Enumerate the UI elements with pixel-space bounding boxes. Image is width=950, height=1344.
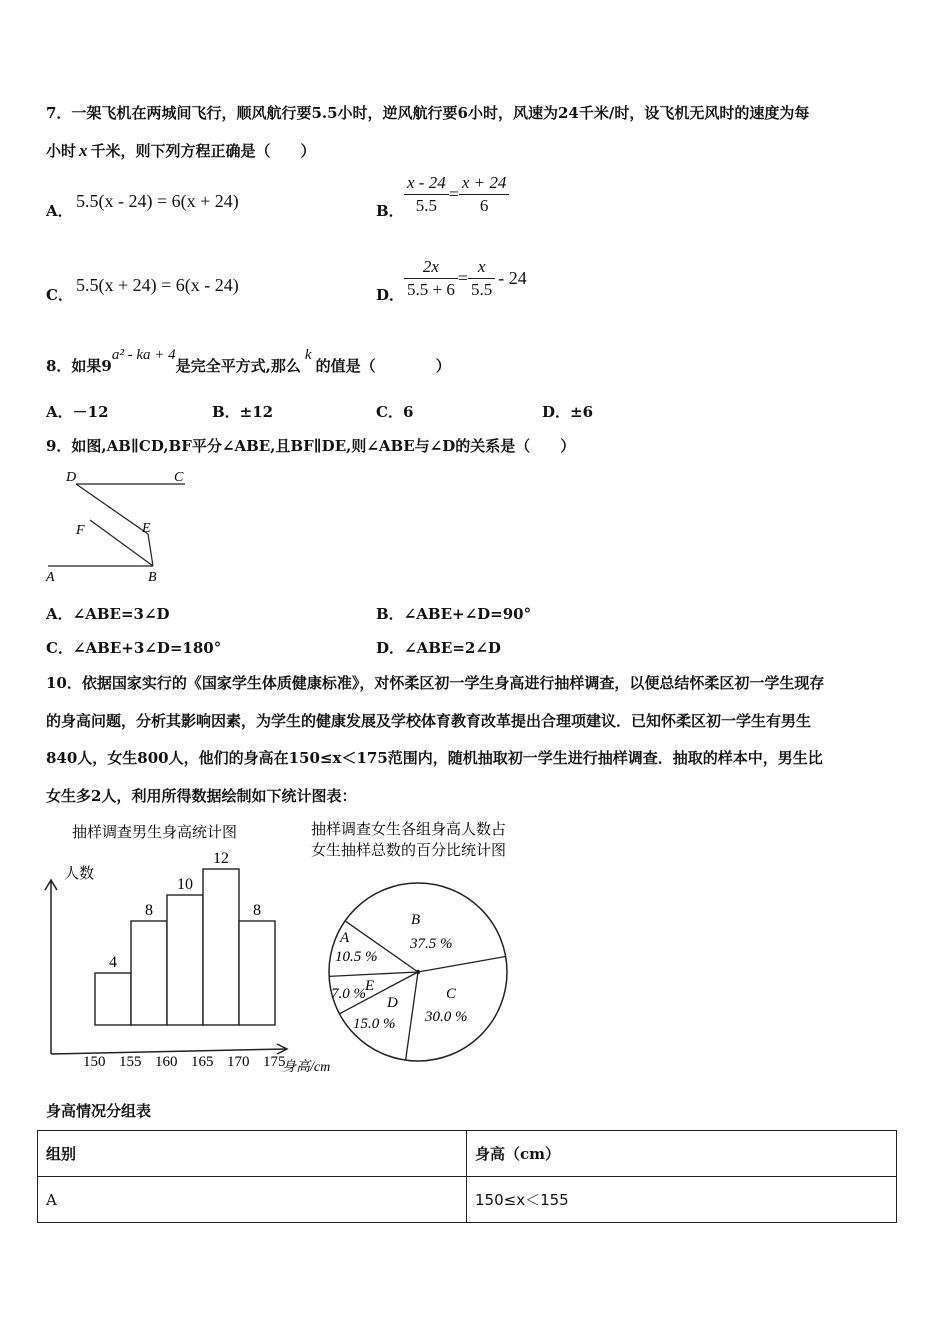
bar-chart-title: 抽样调查男生身高统计图: [72, 825, 238, 841]
point-c-label: C: [174, 470, 184, 485]
point-f-label: F: [76, 523, 85, 538]
q7-option-b-label[interactable]: B．: [376, 202, 404, 220]
q7-line2: [46, 140, 316, 161]
q7-line1: 7．一架飞机在两城间飞行，顺风航行要5.5小时，逆风航行要6小时，风速为24千米/时，设飞机无风时的速度为每: [46, 104, 810, 122]
q8-var-k: k: [304, 347, 312, 363]
frac-den: 5.5: [415, 196, 437, 215]
frac-num: x + 24: [459, 172, 510, 195]
pie-percent-e: 7.0 %: [331, 986, 366, 1002]
bar-170-175: [239, 921, 275, 1025]
q9-option-b[interactable]: B．∠ABE+∠D=90°: [376, 605, 532, 623]
x-tick-label: 165: [191, 1054, 214, 1070]
q8-middle: 是完全平方式,那么: [175, 357, 301, 375]
q7-option-a-label[interactable]: A．: [46, 202, 73, 220]
boys-height-bar-chart: [38, 818, 331, 1080]
q8-option-d[interactable]: D．±6: [542, 403, 594, 421]
pie-slice-edge-C: [418, 957, 506, 972]
q7-option-c-label[interactable]: C．: [46, 286, 73, 304]
bar-value-label: 8: [253, 902, 261, 919]
bar-value-label: 8: [145, 902, 153, 919]
q7-line2-b: 千米，则下列方程正确是（ ）: [90, 142, 316, 160]
equals-sign: =: [457, 268, 468, 288]
q7-option-b-expr: [404, 172, 509, 217]
frac-num: x - 24: [404, 172, 449, 195]
q10-line1: 10．依据国家实行的《国家学生体质健康标准》，对怀柔区初一学生身高进行抽样调查，以便总结怀柔区初一学生现存: [46, 674, 825, 692]
table-header-group: 组别: [38, 1131, 467, 1177]
table-caption: 身高情况分组表: [46, 1102, 152, 1120]
bar-160-165: [167, 895, 203, 1025]
q7-option-c-expr: 5.5(x + 24) = 6(x - 24): [76, 275, 239, 295]
pie-percent-c: 30.0 %: [425, 1009, 468, 1025]
q7-option-d-label[interactable]: D．: [376, 286, 405, 304]
bar-150-155: [95, 973, 131, 1025]
q7-option-d-expr: [404, 256, 527, 301]
bar-value-label: 4: [109, 954, 117, 971]
q8-option-a[interactable]: A．－12: [46, 403, 109, 421]
bar-value-label: 10: [177, 876, 193, 893]
point-b-label: B: [148, 570, 157, 585]
q9-stem: 9．如图,AB∥CD,BF平分∠ABE,且BF∥DE,则∠ABE与∠D的关系是（ ）: [46, 437, 576, 455]
y-axis-label: 人数: [64, 866, 95, 882]
q9-option-d[interactable]: D．∠ABE=2∠D: [376, 639, 501, 657]
frac-den: 5.5: [471, 280, 493, 299]
q7-d-tail: - 24: [498, 268, 527, 288]
q8-option-c[interactable]: C．6: [376, 403, 414, 421]
table-header-row: [38, 1131, 897, 1177]
q9-option-c[interactable]: C．∠ABE+3∠D=180°: [46, 639, 222, 657]
girls-height-pie-chart: [311, 818, 550, 1080]
q7-var-x: x: [79, 141, 88, 160]
frac-num: x: [468, 256, 495, 279]
pie-center: [416, 970, 420, 974]
table-cell-height: 150≤x＜155: [467, 1177, 897, 1223]
pie-label-a: A: [340, 930, 350, 946]
q10-line3: 840人，女生800人，他们的身高在150≤x＜175范围内，随机抽取初一学生进行抽样调查．抽取的样本中，男生比: [46, 749, 823, 767]
x-tick-label: 155: [119, 1054, 142, 1070]
point-d-label: D: [66, 470, 77, 485]
q8-suffix: 的值是（ ）: [315, 357, 451, 375]
frac-den: 6: [479, 196, 489, 215]
pie-percent-b: 37.5 %: [410, 936, 453, 952]
table-row: [38, 1177, 897, 1223]
pie-label-c: C: [446, 986, 457, 1002]
x-tick-label: 160: [155, 1054, 178, 1070]
q7-line2-a: 小时: [46, 142, 77, 160]
q10-line4: 女生多2人，利用所得数据绘制如下统计图表：: [46, 787, 357, 805]
pie-label-b: B: [411, 912, 421, 928]
q8-expr: a² - ka + 4: [111, 347, 176, 363]
q8-prefix: 8．如果9: [46, 357, 112, 375]
pie-chart-title-line1: 抽样调查女生各组身高人数占: [311, 822, 507, 838]
q7-option-a-expr: 5.5(x - 24) = 6(x + 24): [76, 191, 239, 211]
bar-value-label: 12: [213, 850, 229, 867]
x-axis-label: 身高/cm: [282, 1060, 331, 1075]
table-header-height: 身高（cm）: [467, 1131, 897, 1177]
table-cell-group: A: [38, 1177, 467, 1223]
q9-option-a[interactable]: A．∠ABE=3∠D: [46, 605, 170, 623]
bar-155-160: [131, 921, 167, 1025]
q8-option-b[interactable]: B．±12: [212, 403, 274, 421]
pie-percent-a: 10.5 %: [335, 949, 378, 965]
pie-label-e: E: [365, 978, 375, 994]
point-a-label: A: [46, 570, 55, 585]
q9-geometry-figure: [40, 462, 200, 587]
q8-stem: [46, 347, 451, 376]
pie-percent-d: 15.0 %: [353, 1016, 396, 1032]
frac-num: 2x: [404, 256, 458, 279]
x-tick-label: 170: [227, 1054, 250, 1070]
pie-chart-title-line2: 女生抽样总数的百分比统计图: [311, 843, 507, 859]
frac-den: 5.5 + 6: [407, 280, 455, 299]
height-group-table: [37, 1130, 897, 1223]
line-eb: [148, 534, 153, 566]
line-de: [76, 484, 148, 534]
pie-slice-edge-D: [406, 972, 418, 1060]
q10-line2: 的身高问题，分析其影响因素，为学生的健康发展及学校体育教育改革提出合理项建议．已知怀柔区初一学生有男生: [46, 712, 812, 730]
x-tick-label: 150: [83, 1054, 106, 1070]
pie-label-d: D: [387, 995, 398, 1011]
point-e-label: E: [142, 521, 151, 536]
bar-165-170: [203, 869, 239, 1025]
pie-slice-edge-A: [329, 972, 418, 976]
equals-sign: =: [448, 184, 459, 204]
x-tick-label: 175: [263, 1054, 286, 1070]
